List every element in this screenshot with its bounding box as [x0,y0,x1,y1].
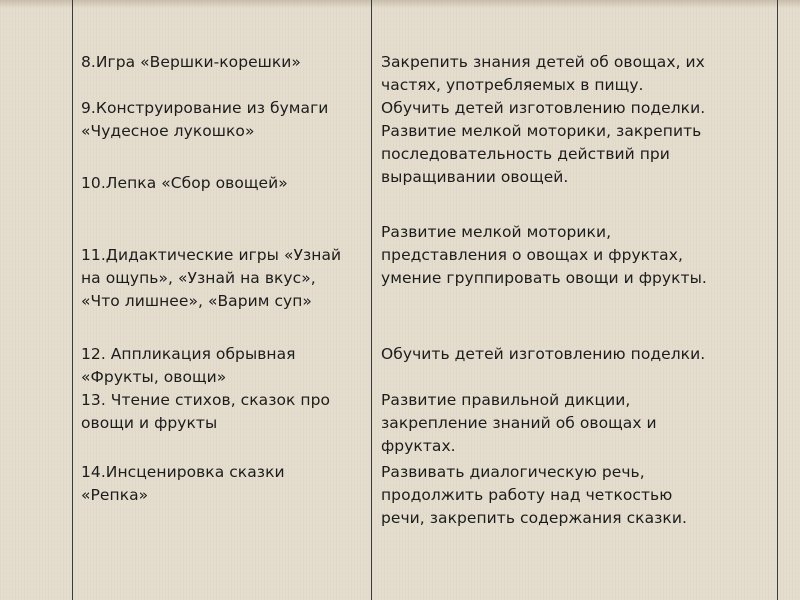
goal-5-line-3: речи, закрепить содержания сказки. [381,509,687,527]
activity-14-line-2: «Репка» [81,486,149,504]
table-border-right [777,0,778,600]
goal-2-line-1: Развитие мелкой моторики, [381,223,612,241]
table-column-divider [371,0,372,600]
slide-top-shadow [0,0,800,8]
table-border-left [72,0,73,600]
activity-9-line-1: 9.Конструирование из бумаги [81,99,329,117]
activity-10-line-1: 10.Лепка «Сбор овощей» [81,174,288,192]
activity-12-line-2: «Фрукты, овощи» [81,368,227,386]
activity-9-line-2: «Чудесное лукошко» [81,122,255,140]
goal-1-line-3: Обучить детей изготовлению поделки. [381,99,706,117]
activity-10 [81,172,288,195]
activity-11-line-1: 11.Дидактические игры «Узнай [81,246,342,264]
goal-block-3 [381,343,705,366]
goal-4-line-1: Развитие правильной дикции, [381,391,631,409]
activity-11-line-3: «Что лишнее», «Варим суп» [81,292,312,310]
activity-8-line-1: 8.Игра «Вершки-корешки» [81,53,301,71]
goal-1-line-4: Развитие мелкой моторики, закрепить [381,122,702,140]
goal-1-line-2: частях, употребляемых в пищу. [381,76,644,94]
activity-14-line-1: 14.Инсценировка сказки [81,463,285,481]
activity-11-line-2: на ощупь», «Узнай на вкус», [81,269,316,287]
goal-4-line-3: фруктах. [381,437,456,455]
goal-1-line-1: Закрепить знания детей об овощах, их [381,53,705,71]
goal-4-line-2: закрепление знаний об овощах и [381,414,657,432]
activity-13-line-2: овощи и фрукты [81,414,218,432]
activity-13-line-1: 13. Чтение стихов, сказок про [81,391,331,409]
activity-11 [81,244,341,313]
activity-12-13 [81,343,330,435]
goal-block-2 [381,221,707,290]
goal-2-line-3: умение группировать овощи и фрукты. [381,269,707,287]
activity-14 [81,461,285,507]
goal-block-1 [381,51,705,189]
goal-3-line-1: Обучить детей изготовлению поделки. [381,345,706,363]
goal-1-line-5: последовательность действий при [381,145,670,163]
goal-2-line-2: представления о овощах и фруктах, [381,246,683,264]
goal-block-4 [381,389,657,458]
goal-1-line-6: выращивании овощей. [381,168,569,186]
goal-5-line-1: Развивать диалогическую речь, [381,463,645,481]
goal-5-line-2: продолжить работу над четкостью [381,486,673,504]
goal-block-5 [381,461,687,530]
activity-8 [81,51,301,74]
activity-9 [81,97,328,143]
activity-12-line-1: 12. Аппликация обрывная [81,345,296,363]
